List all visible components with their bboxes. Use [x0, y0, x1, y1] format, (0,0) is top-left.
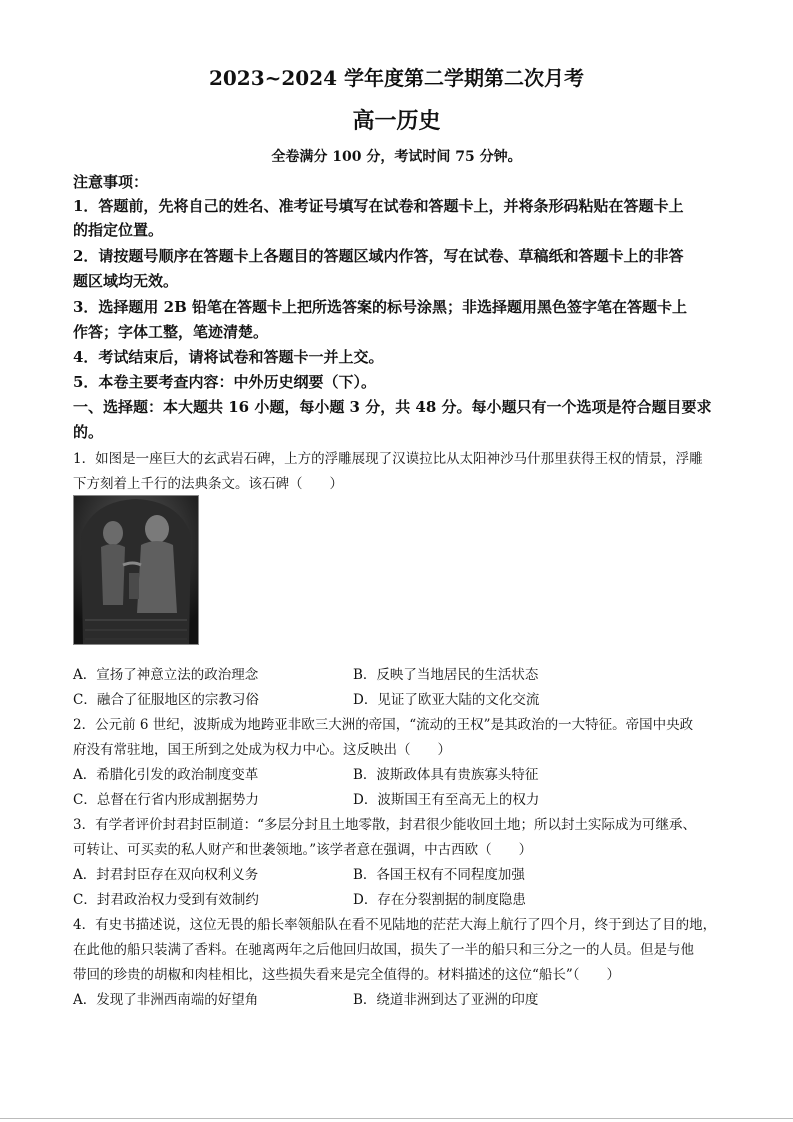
section-heading-cont: 的。	[73, 423, 104, 441]
notice-line: 4．考试结束后，请将试卷和答题卡一并上交。	[73, 348, 384, 366]
question-1-stem: 下方刻着上千行的法典条文。该石碑（ ）	[73, 476, 343, 492]
footer-divider	[0, 1118, 793, 1119]
question-3-stem: 可转让、可买卖的私人财产和世袭领地。”该学者意在强调，中古西欧（ ）	[73, 842, 533, 858]
notice-heading: 注意事项：	[73, 173, 149, 191]
q2-option-d: D．波斯国王有至高无上的权力	[353, 792, 540, 808]
q3-option-c: C．封君政治权力受到有效制约	[73, 892, 259, 908]
question-2-stem: 2．公元前 6 世纪，波斯成为地跨亚非欧三大洲的帝国，“流动的王权”是其政治的一大特征。帝国中央政	[73, 717, 694, 733]
q1-option-a: A．宣扬了神意立法的政治理念	[73, 667, 259, 683]
notice-line: 3．选择题用 2B 铅笔在答题卡上把所选答案的标号涂黑；非选择题用黑色签字笔在答题卡上	[73, 298, 688, 316]
question-4-stem: 带回的珍贵的胡椒和肉桂相比，这些损失看来是完全值得的。材料描述的这位“船长”（ ）	[73, 967, 621, 983]
hammurabi-stele-image	[73, 495, 199, 645]
notice-line: 作答；字体工整，笔迹清楚。	[73, 323, 269, 341]
question-1-stem: 1．如图是一座巨大的玄武岩石碑，上方的浮雕展现了汉谟拉比从太阳神沙马什那里获得王权的情景，浮雕	[73, 451, 703, 467]
subject-title: 高一历史	[352, 108, 441, 134]
q4-option-b: B．绕道非洲到达了亚洲的印度	[353, 992, 539, 1008]
q1-option-d: D．见证了欧亚大陆的文化交流	[353, 692, 540, 708]
question-4-stem: 在此他的船只装满了香料。在驰离两年之后他回归故国，损失了一半的船只和三分之一的人员。但是与他	[73, 942, 694, 958]
notice-line: 5．本卷主要考查内容：中外历史纲要（下）。	[73, 373, 376, 391]
notice-line: 题区域均无效。	[73, 272, 179, 290]
question-4-stem: 4．有史书描述说，这位无畏的船长率领船队在看不见陆地的茫茫大海上航行了四个月，终于到达了目的地，	[73, 917, 717, 933]
notice-line: 2．请按题号顺序在答题卡上各题目的答题区域内作答，写在试卷、草稿纸和答题卡上的非答	[73, 247, 684, 265]
exam-title: 2023~2024 学年度第二学期第二次月考	[208, 66, 585, 90]
q4-option-a: A．发现了非洲西南端的好望角	[73, 992, 259, 1008]
question-3-stem: 3．有学者评价封君封臣制道：“多层分封且土地零散，封君很少能收回土地；所以封土实际成为可继承、	[73, 817, 696, 833]
exam-info: 全卷满分 100 分，考试时间 75 分钟。	[271, 149, 522, 165]
q3-option-a: A．封君封臣存在双向权利义务	[73, 867, 259, 883]
q2-option-b: B．波斯政体具有贵族寡头特征	[353, 767, 539, 783]
q3-option-d: D．存在分裂割据的制度隐患	[353, 892, 526, 908]
q1-option-c: C．融合了征服地区的宗教习俗	[73, 692, 259, 708]
q2-option-c: C．总督在行省内形成割据势力	[73, 792, 259, 808]
q1-option-b: B．反映了当地居民的生活状态	[353, 667, 539, 683]
question-2-stem: 府没有常驻地，国王所到之处成为权力中心。这反映出（ ）	[73, 742, 451, 758]
q2-option-a: A．希腊化引发的政治制度变革	[73, 767, 259, 783]
notice-line: 的指定位置。	[73, 221, 164, 239]
q3-option-b: B．各国王权有不同程度加强	[353, 867, 525, 883]
section-heading: 一、选择题：本大题共 16 小题，每小题 3 分，共 48 分。每小题只有一个选项是符合题目要求	[73, 398, 712, 416]
notice-line: 1．答题前，先将自己的姓名、准考证号填写在试卷和答题卡上，并将条形码粘贴在答题卡上	[73, 197, 684, 215]
